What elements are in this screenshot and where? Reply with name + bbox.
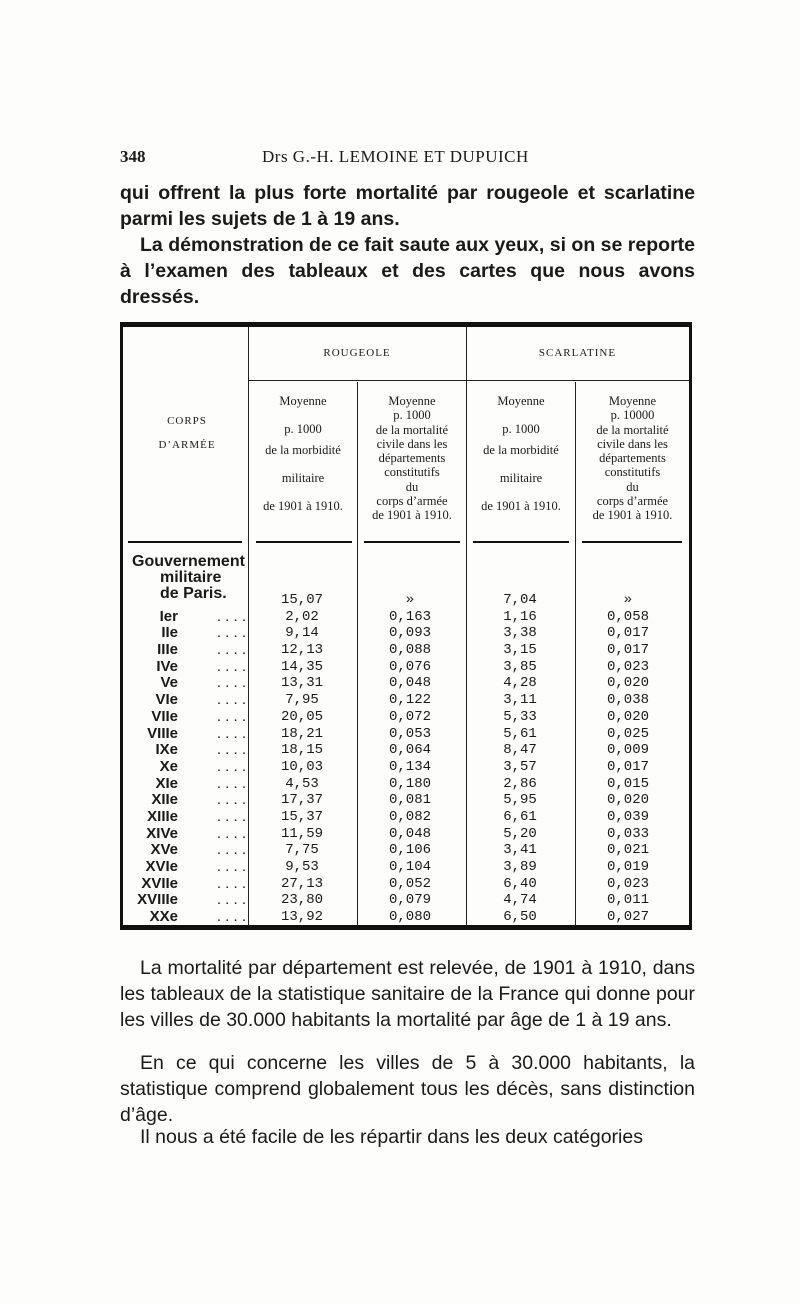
cell-value: 3,85 xyxy=(503,658,537,675)
cell-value: 0,025 xyxy=(606,725,649,742)
row-label: VIe xyxy=(155,691,178,709)
cell-value: 5,20 xyxy=(503,825,537,842)
row-label: Ve xyxy=(160,674,178,692)
cell-value: 0,104 xyxy=(388,859,431,875)
row-label: VIIIe xyxy=(147,724,178,742)
table-row xyxy=(120,892,692,909)
row-leader-dots: . . . . xyxy=(216,691,246,709)
page-number: 348 xyxy=(120,147,146,166)
column-header-rougeole-morbidite: Moyenne p. 1000 de la morbidité militaire de 1901 à 1910. xyxy=(263,394,343,514)
cell-value: 18,21 xyxy=(280,725,323,742)
cell-value: 0,093 xyxy=(388,625,431,642)
table-row xyxy=(120,876,692,893)
cell-value: 4,53 xyxy=(285,775,319,792)
row-label: IIe xyxy=(161,624,178,642)
corps-header-line2: D’ARMÉE xyxy=(158,439,216,451)
row-leader-dots: . . . . xyxy=(216,891,246,909)
cell-value: 0,023 xyxy=(606,875,649,892)
row-leader-dots: . . . . xyxy=(216,757,246,775)
column-header-scarlatine-mortalite: Moyenne p. 10000 de la mortalité civile dans les départements constitutifs du corps d’armée de 1901 à 1910. xyxy=(592,394,673,523)
group-rule-rougeole xyxy=(248,380,466,381)
row-label: IVe xyxy=(156,657,178,675)
cell-value: 4,74 xyxy=(503,892,537,909)
cell-value: 0,015 xyxy=(606,775,649,792)
row-leader-dots: . . . . xyxy=(216,607,246,625)
cell-value: 0,017 xyxy=(606,642,649,659)
cell-value: 0,163 xyxy=(388,608,431,625)
row-leader-dots: . . . . xyxy=(216,674,246,692)
cell-value: 0,080 xyxy=(388,909,431,926)
column-header-scarlatine-morbidite: Moyenne p. 1000 de la morbidité militaire de 1901 à 1910. xyxy=(481,394,561,514)
table-row xyxy=(120,792,692,809)
row-leader-dots: . . . . xyxy=(216,624,246,642)
cell-value: 5,61 xyxy=(503,725,537,742)
cell-value: 12,13 xyxy=(280,642,323,659)
row-leader-dots: . . . . xyxy=(216,908,246,926)
cell-value: 6,40 xyxy=(503,875,537,892)
row-label: XVe xyxy=(150,841,178,859)
cell-value: 0,017 xyxy=(606,625,649,642)
cell-value: 0,134 xyxy=(388,758,431,775)
cell-value: 0,048 xyxy=(388,675,431,692)
cell-value: 9,14 xyxy=(285,625,319,642)
cell-value: 18,15 xyxy=(280,742,323,759)
header-rule xyxy=(128,541,242,543)
cell-value: 20,05 xyxy=(280,708,323,725)
cell-value: 0,020 xyxy=(606,708,649,725)
cell-value: 0,072 xyxy=(388,708,431,725)
row-leader-dots: . . . . xyxy=(216,657,246,675)
table-row xyxy=(120,709,692,726)
row-label: Xe xyxy=(159,757,178,775)
cell-value: 14,35 xyxy=(280,658,323,675)
cell-value: 3,57 xyxy=(503,758,537,775)
cell-value: 0,081 xyxy=(388,792,431,809)
page-header xyxy=(120,147,695,171)
table-row xyxy=(120,842,692,859)
cell-value: 0,053 xyxy=(388,725,431,742)
cell-value: 5,95 xyxy=(503,792,537,809)
cell-value: » xyxy=(405,592,415,608)
table-row xyxy=(120,776,692,793)
gouvernement-militaire-label: Gouvernement militaire de Paris. xyxy=(132,553,245,602)
row-leader-dots: . . . . xyxy=(216,841,246,859)
row-label: IXe xyxy=(155,741,178,759)
cell-value: 15,37 xyxy=(280,808,323,825)
cell-value: 0,052 xyxy=(388,875,431,892)
cell-value: 0,079 xyxy=(388,892,431,909)
cell-value: 11,59 xyxy=(280,825,323,842)
table-row xyxy=(120,826,692,843)
corps-header-line1: CORPS xyxy=(167,415,207,427)
cell-value: 13,31 xyxy=(280,675,323,692)
row-label: XVIIe xyxy=(141,874,178,892)
paragraph-2: La démonstration de ce fait saute aux yeux, si on se reporte à l’examen des tableaux et des cartes que nous avons dressés. xyxy=(120,234,695,308)
table-row xyxy=(120,726,692,743)
cell-value: 10,03 xyxy=(280,758,323,775)
table-row xyxy=(120,642,692,659)
row-label: XIe xyxy=(155,774,178,792)
table-row xyxy=(120,759,692,776)
group-rule-scarlatine xyxy=(466,380,689,381)
cell-value: » xyxy=(623,592,633,608)
row-leader-dots: . . . . xyxy=(216,641,246,659)
header-rule xyxy=(473,541,569,543)
table-row xyxy=(120,859,692,876)
row-leader-dots: . . . . xyxy=(216,707,246,725)
cell-value: 4,28 xyxy=(503,675,537,692)
cell-value: 0,020 xyxy=(606,792,649,809)
cell-value: 3,89 xyxy=(503,859,537,875)
cell-value: 0,076 xyxy=(388,658,431,675)
table-row-gouvernement xyxy=(120,592,692,609)
cell-value: 7,95 xyxy=(285,692,319,709)
running-head: Drs G.-H. LEMOINE ET DUPUICH xyxy=(262,147,529,166)
cell-value: 3,41 xyxy=(503,842,537,859)
cell-value: 6,50 xyxy=(503,909,537,926)
cell-value: 23,80 xyxy=(280,892,323,909)
cell-value: 0,064 xyxy=(388,742,431,759)
row-leader-dots: . . . . xyxy=(216,774,246,792)
table-row xyxy=(120,675,692,692)
cell-value: 2,02 xyxy=(285,608,319,625)
row-label: Ier xyxy=(159,607,178,625)
paragraph-4: En ce qui concerne les villes de 5 à 30.000 habitants, la statistique comprend globalement tous les décès, sans distinction d’âge. xyxy=(120,1052,695,1126)
table-row xyxy=(120,609,692,626)
cell-value: 6,61 xyxy=(503,808,537,825)
cell-value: 13,92 xyxy=(280,909,323,926)
cell-value: 9,53 xyxy=(285,859,319,875)
cell-value: 0,106 xyxy=(388,842,431,859)
table-row xyxy=(120,909,692,926)
cell-value: 7,04 xyxy=(503,592,537,608)
row-label: XIVe xyxy=(146,824,178,842)
cell-value: 17,37 xyxy=(280,792,323,809)
header-rule xyxy=(582,541,682,543)
row-leader-dots: . . . . xyxy=(216,791,246,809)
cell-value: 0,038 xyxy=(606,692,649,709)
cell-value: 27,13 xyxy=(280,875,323,892)
group-header-scarlatine: SCARLATINE xyxy=(538,347,617,359)
cell-value: 0,033 xyxy=(606,825,649,842)
cell-value: 0,122 xyxy=(388,692,431,709)
cell-value: 0,058 xyxy=(606,608,649,625)
header-rule xyxy=(364,541,460,543)
table-row xyxy=(120,625,692,642)
row-label: XIIIe xyxy=(147,807,178,825)
cell-value: 3,38 xyxy=(503,625,537,642)
cell-value: 0,027 xyxy=(606,909,649,926)
row-label: XVIIIe xyxy=(137,891,178,909)
row-label: XVIe xyxy=(145,858,178,875)
data-table xyxy=(120,322,692,930)
cell-value: 5,33 xyxy=(503,708,537,725)
cell-value: 0,019 xyxy=(606,859,649,875)
table-row xyxy=(120,659,692,676)
cell-value: 3,11 xyxy=(503,692,537,709)
cell-value: 0,048 xyxy=(388,825,431,842)
cell-value: 2,86 xyxy=(503,775,537,792)
row-leader-dots: . . . . xyxy=(216,874,246,892)
row-label: XIIe xyxy=(151,791,178,809)
row-leader-dots: . . . . xyxy=(216,741,246,759)
row-leader-dots: . . . . xyxy=(216,858,246,875)
cell-value: 8,47 xyxy=(503,742,537,759)
row-label: VIIe xyxy=(151,707,178,725)
group-header-rougeole: ROUGEOLE xyxy=(323,347,391,359)
row-label: XXe xyxy=(149,908,178,926)
cell-value: 0,088 xyxy=(388,642,431,659)
table-body xyxy=(120,592,692,926)
cell-value: 0,039 xyxy=(606,808,649,825)
row-label: IIIe xyxy=(157,641,178,659)
row-leader-dots: . . . . xyxy=(216,807,246,825)
cell-value: 0,021 xyxy=(606,842,649,859)
row-leader-dots: . . . . xyxy=(216,724,246,742)
cell-value: 3,15 xyxy=(503,642,537,659)
table-row xyxy=(120,742,692,759)
cell-value: 0,180 xyxy=(388,775,431,792)
table-row xyxy=(120,692,692,709)
table-row xyxy=(120,809,692,826)
cell-value: 0,017 xyxy=(606,758,649,775)
cell-value: 15,07 xyxy=(280,592,323,608)
paragraph-3: La mortalité par département est relevée, de 1901 à 1910, dans les tableaux de la statistique sanitaire de la France qui donne pour les villes de 30.000 habitants la mortalité par âge de 1 à 19 ans. xyxy=(120,957,695,1031)
cell-value: 0,020 xyxy=(606,675,649,692)
column-header-rougeole-mortalite: Moyenne p. 1000 de la mortalité civile dans les départements constitutifs du corps d’armée de 1901 à 1910. xyxy=(372,394,452,523)
paragraph-1: qui offrent la plus forte mortalité par rougeole et scarlatine parmi les sujets de 1 à 19 ans. xyxy=(120,182,695,230)
cell-value: 1,16 xyxy=(503,608,537,625)
table-top-rule xyxy=(120,322,692,327)
cell-value: 0,023 xyxy=(606,658,649,675)
cell-value: 7,75 xyxy=(285,842,319,859)
header-rule xyxy=(256,541,352,543)
cell-value: 0,011 xyxy=(606,892,649,909)
row-leader-dots: . . . . xyxy=(216,824,246,842)
cell-value: 0,009 xyxy=(606,742,649,759)
cell-value: 0,082 xyxy=(388,808,431,825)
paragraph-5: Il nous a été facile de les répartir dans les deux catégories xyxy=(140,1126,643,1148)
